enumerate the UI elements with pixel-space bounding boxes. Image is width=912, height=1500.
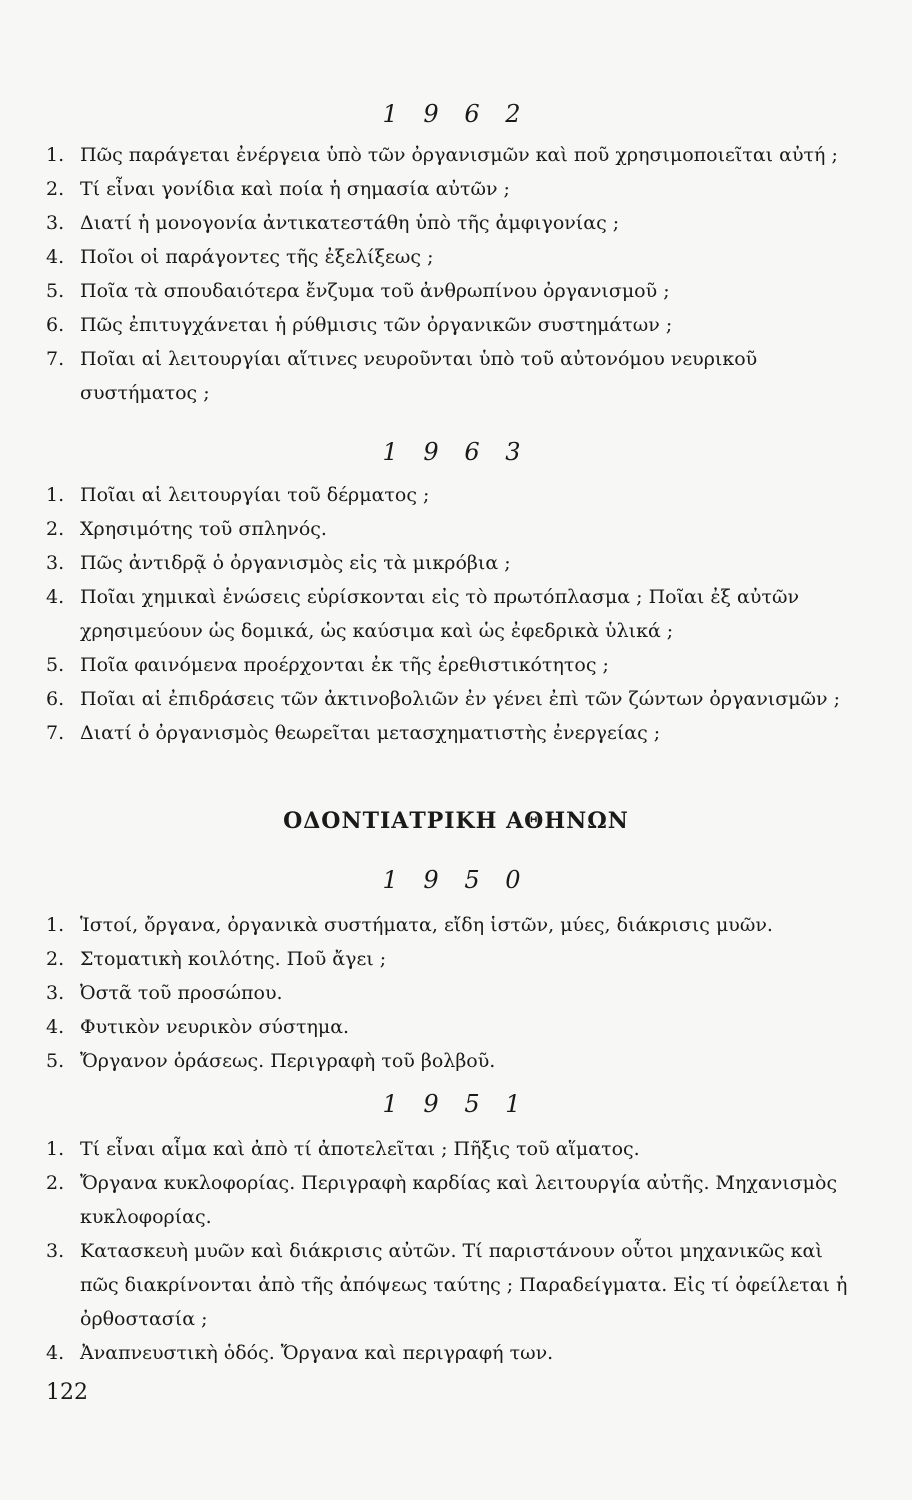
question-number: 5. bbox=[46, 654, 65, 676]
question-text: Χρησιμότης τοῦ σπληνός. bbox=[80, 518, 327, 540]
year-heading-1950: 1 9 5 0 bbox=[382, 866, 530, 894]
question-text: Ποῖαι αἱ ἐπιδράσεις τῶν ἀκτινοβολιῶν ἐν γένει ἐπὶ τῶν ζώντων ὀργανισμῶν ; bbox=[80, 688, 841, 710]
question-text: Ποῖαι χημικαὶ ἑνώσεις εὑρίσκονται εἰς τὸ πρωτόπλασμα ; Ποῖαι ἐξ αὐτῶν χρησιμεύουν ὡς δομικά, ὡς καύσιμα καὶ ὡς ἐφεδρικὰ ὑλικά ; bbox=[80, 586, 799, 642]
question-1962-5 bbox=[0, 274, 912, 308]
year-heading-1951: 1 9 5 1 bbox=[382, 1090, 530, 1118]
question-number: 3. bbox=[46, 552, 65, 574]
question-number: 3. bbox=[46, 982, 65, 1004]
question-text: Διατί ὁ ὀργανισμὸς θεωρεῖται μετασχηματιστὴς ἐνεργείας ; bbox=[80, 722, 661, 744]
year-heading-1962: 1 9 6 2 bbox=[382, 100, 530, 128]
question-number: 2. bbox=[46, 518, 65, 540]
question-text: Ποῖαι αἱ λειτουργίαι αἵτινες νευροῦνται ὑπὸ τοῦ αὐτονόμου νευρικοῦ συστήματος ; bbox=[80, 348, 758, 404]
question-number: 2. bbox=[46, 1172, 65, 1194]
question-text: Ποῖα φαινόμενα προέρχονται ἐκ τῆς ἐρεθιστικότητος ; bbox=[80, 654, 609, 676]
question-number: 4. bbox=[46, 586, 65, 608]
question-number: 1. bbox=[46, 914, 65, 936]
question-1950-3 bbox=[0, 976, 912, 1010]
question-text: Φυτικὸν νευρικὸν σύστημα. bbox=[80, 1016, 350, 1038]
page-number: 122 bbox=[46, 1380, 88, 1405]
question-1963-2 bbox=[0, 512, 912, 546]
question-1951-4 bbox=[0, 1336, 912, 1370]
question-number: 7. bbox=[46, 348, 65, 370]
question-text: Ὄργανα κυκλοφορίας. Περιγραφὴ καρδίας καὶ λειτουργία αὐτῆς. Μηχανισμὸς κυκλοφορίας. bbox=[80, 1172, 838, 1228]
question-text: Τί εἶναι αἷμα καὶ ἀπὸ τί ἀποτελεῖται ; Πῆξις τοῦ αἵματος. bbox=[80, 1138, 640, 1160]
question-number: 6. bbox=[46, 688, 65, 710]
section-1951 bbox=[0, 1090, 912, 1370]
question-1962-4 bbox=[0, 240, 912, 274]
question-text: Τί εἶναι γονίδια καὶ ποία ἡ σημασία αὐτῶν ; bbox=[80, 178, 510, 200]
question-1962-3 bbox=[0, 206, 912, 240]
question-1951-1 bbox=[0, 1132, 912, 1166]
question-number: 7. bbox=[46, 722, 65, 744]
question-text: Στοματικὴ κοιλότης. Ποῦ ἄγει ; bbox=[80, 948, 387, 970]
question-1950-4 bbox=[0, 1010, 912, 1044]
section-1950 bbox=[0, 866, 912, 1078]
question-1962-1 bbox=[0, 138, 912, 172]
question-1963-7 bbox=[0, 716, 912, 750]
question-1963-5 bbox=[0, 648, 912, 682]
question-text: Πῶς ἐπιτυγχάνεται ἡ ρύθμισις τῶν ὀργανικῶν συστημάτων ; bbox=[80, 314, 673, 336]
question-1962-6 bbox=[0, 308, 912, 342]
year-heading-1963: 1 9 6 3 bbox=[382, 438, 530, 466]
question-number: 1. bbox=[46, 1138, 65, 1160]
section-title-odontiatriki: ΟΔΟΝΤΙΑΤΡΙΚΗ ΑΘΗΝΩΝ bbox=[283, 808, 629, 834]
question-number: 2. bbox=[46, 178, 65, 200]
question-number: 4. bbox=[46, 1016, 65, 1038]
question-number: 1. bbox=[46, 144, 65, 166]
question-text: Ὀστᾶ τοῦ προσώπου. bbox=[80, 982, 283, 1004]
question-text: Πῶς παράγεται ἐνέργεια ὑπὸ τῶν ὀργανισμῶν καὶ ποῦ χρησιμοποιεῖται αὐτή ; bbox=[80, 144, 838, 166]
question-text: Ποῖαι αἱ λειτουργίαι τοῦ δέρματος ; bbox=[80, 484, 430, 506]
question-number: 1. bbox=[46, 484, 65, 506]
question-1950-5 bbox=[0, 1044, 912, 1078]
question-number: 6. bbox=[46, 314, 65, 336]
question-number: 5. bbox=[46, 280, 65, 302]
question-1962-7 bbox=[0, 342, 912, 410]
question-1963-3 bbox=[0, 546, 912, 580]
question-text: Ἱστοί, ὄργανα, ὀργανικὰ συστήματα, εἴδη ἱστῶν, μύες, διάκρισις μυῶν. bbox=[80, 914, 773, 936]
question-text: Πῶς ἀντιδρᾷ ὁ ὀργανισμὸς εἰς τὰ μικρόβια ; bbox=[80, 552, 511, 574]
question-text: Ποῖα τὰ σπουδαιότερα ἔνζυμα τοῦ ἀνθρωπίνου ὀργανισμοῦ ; bbox=[80, 280, 670, 302]
question-1963-1 bbox=[0, 478, 912, 512]
question-text: Κατασκευὴ μυῶν καὶ διάκρισις αὐτῶν. Τί παριστάνουν οὗτοι μηχανικῶς καὶ πῶς διακρίνονται ἀπὸ τῆς ἀπόψεως ταύτης ; Παραδείγματα. Εἰς τί ὀφείλεται ἡ ὀρθοστασία ; bbox=[80, 1240, 848, 1330]
question-number: 2. bbox=[46, 948, 65, 970]
question-number: 4. bbox=[46, 1342, 65, 1364]
question-number: 3. bbox=[46, 1240, 65, 1262]
question-text: Ὄργανον ὁράσεως. Περιγραφὴ τοῦ βολβοῦ. bbox=[80, 1050, 496, 1072]
question-text: Ἀναπνευστικὴ ὁδός. Ὄργανα καὶ περιγραφή των. bbox=[80, 1342, 554, 1364]
question-number: 4. bbox=[46, 246, 65, 268]
question-text: Ποῖοι οἱ παράγοντες τῆς ἐξελίξεως ; bbox=[80, 246, 434, 268]
question-1963-4 bbox=[0, 580, 912, 648]
question-1963-6 bbox=[0, 682, 912, 716]
section-1962 bbox=[0, 100, 912, 410]
question-number: 3. bbox=[46, 212, 65, 234]
question-1962-2 bbox=[0, 172, 912, 206]
question-1950-2 bbox=[0, 942, 912, 976]
section-1963 bbox=[0, 438, 912, 750]
question-text: Διατί ἡ μονογονία ἀντικατεστάθη ὑπὸ τῆς ἀμφιγονίας ; bbox=[80, 212, 620, 234]
question-1951-3 bbox=[0, 1234, 912, 1336]
question-number: 5. bbox=[46, 1050, 65, 1072]
question-1950-1 bbox=[0, 908, 912, 942]
question-1951-2 bbox=[0, 1166, 912, 1234]
